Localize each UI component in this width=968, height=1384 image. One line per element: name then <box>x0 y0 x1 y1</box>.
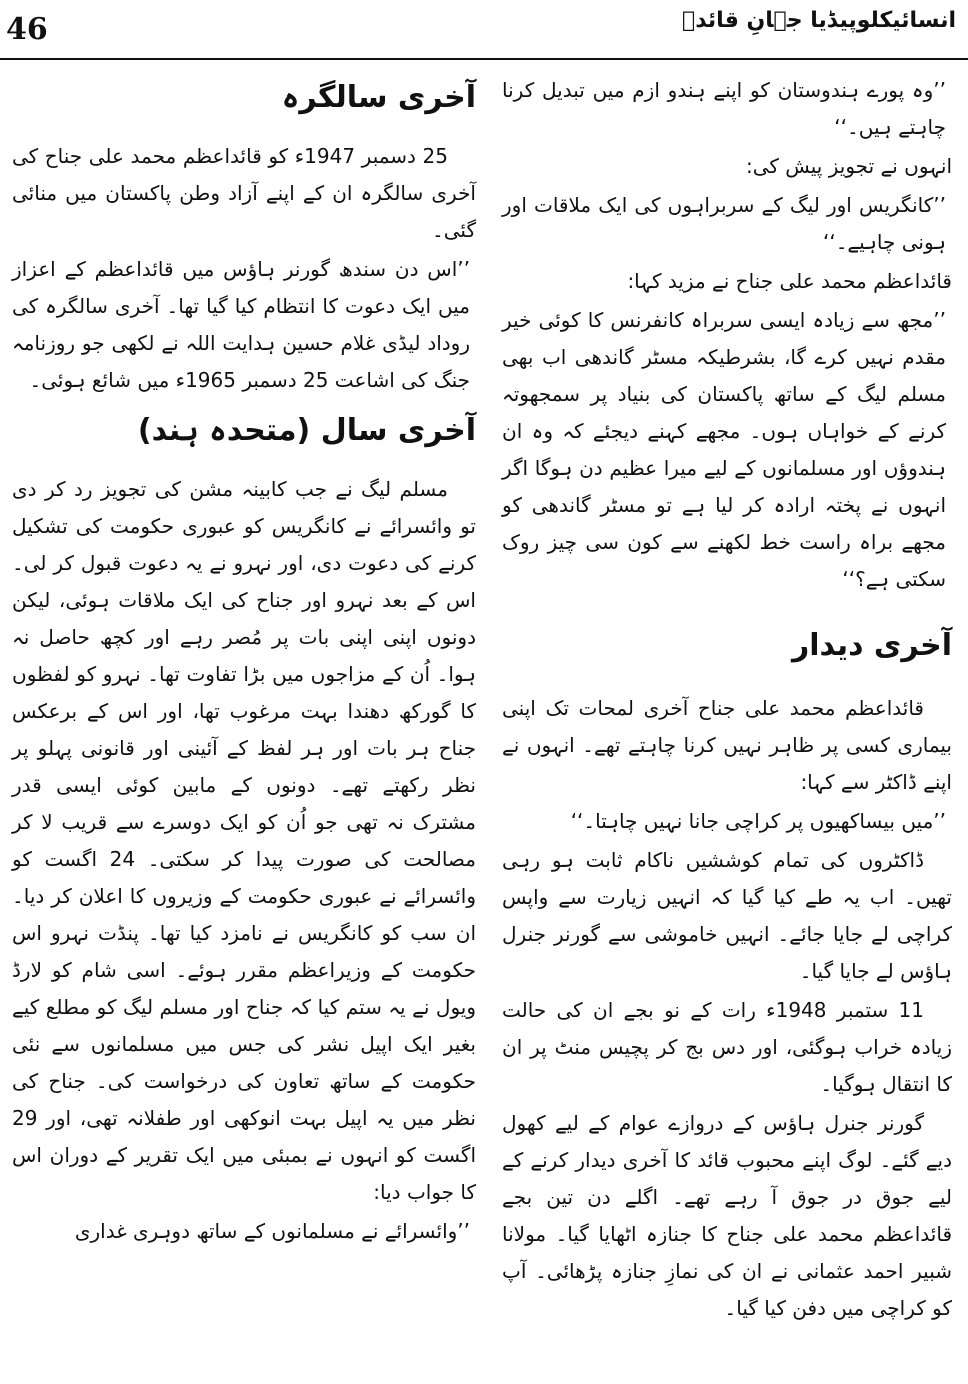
quote-paragraph: ’’اس دن سندھ گورنر ہاؤس میں قائداعظم کے اعزاز میں ایک دعوت کا انتظام کیا گیا تھا۔ آخری سالگرہ کی روداد لیڈی غلام حسین ہدایت اللہ نے لکھی جو روزنامہ جنگ کی اشاعت 25 دسمبر 1965ء میں شائع ہوئی۔ <box>12 257 470 392</box>
paragraph: انہوں نے تجویز پیش کی: <box>745 154 952 178</box>
paragraph: قائداعظم محمد علی جناح آخری لمحات تک اپنی بیماری کسی پر ظاہر نہیں کرنا چاہتے تھے۔ انہوں نے اپنے ڈاکٹر سے کہا: <box>502 696 952 794</box>
left-column <box>12 72 476 1252</box>
paragraph: مسلم لیگ نے جب کابینہ مشن کی تجویز رد کر دی تو وائسرائے نے کانگریس کو عبوری حکومت کی تشکیل کرنے کی دعوت دی، اور نہرو نے یہ دعوت قبول کر لی۔ اس کے بعد نہرو اور جناح کی ایک ملاقات ہوئی، لیکن دونوں اپنی اپنی بات پر مُصر رہے اور کچھ حاصل نہ ہوا۔ اُن کے مزاجوں میں بڑا تفاوت تھا۔ نہرو کو لفظوں کا گورکھ دھندا بہت مرغوب تھا، اور اس کے برعکس جناح ہر بات اور ہر لفظ کے آئینی اور قانونی پہلو پر نظر رکھتے تھے۔ دونوں کے مابین کوئی ایسی قدر مشترک نہ تھی جو اُن کو ایک دوسرے سے قریب لا کر مصالحت کی صورت پیدا کر سکتی۔ 24 اگست کو وائسرائے نے عبوری حکومت کے وزیروں کا اعلان کر دیا۔ ان سب کو کانگریس نے نامزد کیا تھا۔ پنڈت نہرو اس حکومت کے وزیراعظم مقرر ہوئے۔ اسی شام کو لارڈ ویول نے یہ ستم کیا کہ جناح اور مسلم لیگ کو مطلع کیے بغیر ایک اپیل نشر کی جس میں مسلمانوں سے نئی حکومت کے ساتھ تعاون کی درخواست کی۔ جناح کی نظر میں یہ اپیل بہت انوکھی اور طفلانہ تھی، اور 29 اگست کو انہوں نے بمبئی میں ایک تقریر کے دوران اس کا جواب دیا: <box>12 477 476 1204</box>
paragraph: قائداعظم محمد علی جناح نے مزید کہا: <box>627 269 952 293</box>
section-heading-last-glimpse: آخری دیدار <box>791 628 952 663</box>
quote-paragraph: ’’وائسرائے نے مسلمانوں کے ساتھ دوہری غداری <box>74 1219 470 1243</box>
quote-paragraph: ’’مجھ سے زیادہ ایسی سربراہ کانفرنس کا کوئی خیر مقدم نہیں کرے گا، بشرطیکہ مسٹر گاندھی اب بھی مسلم لیگ کے ساتھ پاکستان کی بنیاد پر سمجھوتہ کرنے کے خواہاں ہوں۔ مجھے کہنے دیجئے کہ وہ ان ہندوؤں اور مسلمانوں کے لیے میرا عظیم دن ہوگا اگر انہوں نے پختہ ارادہ کر لیا ہے تو مسٹر گاندھی کو مجھے براہ راست خط لکھنے سے کون سی چیز روک سکتی ہے؟‘‘ <box>502 308 946 591</box>
paragraph: 11 ستمبر 1948ء رات کے نو بجے ان کی حالت زیادہ خراب ہوگئی، اور دس بج کر پچیس منٹ پر ان کا انتقال ہوگیا۔ <box>502 998 952 1096</box>
quote-paragraph: ’’کانگریس اور لیگ کے سربراہوں کی ایک ملاقات اور ہونی چاہیے۔‘‘ <box>502 193 946 254</box>
paragraph: ڈاکٹروں کی تمام کوششیں ناکام ثابت ہو رہی تھیں۔ اب یہ طے کیا گیا کہ انہیں زیارت سے واپس کراچی لے جایا جائے۔ انہیں خاموشی سے گورنر جنرل ہاؤس لے جایا گیا۔ <box>502 848 952 983</box>
paragraph: گورنر جنرل ہاؤس کے دروازے عوام کے لیے کھول دیے گئے۔ لوگ اپنے محبوب قائد کا آخری دیدار کرنے کے لیے جوق در جوق آ رہے تھے۔ اگلے دن تین بجے قائداعظم محمد علی جناح کا جنازہ اٹھایا گیا۔ مولانا شبیر احمد عثمانی نے ان کی نمازِ جنازہ پڑھائی۔ آپ کو کراچی میں دفن کیا گیا۔ <box>502 1111 952 1320</box>
paragraph: 25 دسمبر 1947ء کو قائداعظم محمد علی جناح کی آخری سالگرہ ان کے اپنے آزاد وطن پاکستان میں منائی گئی۔ <box>12 144 476 242</box>
header-rule <box>0 58 968 60</box>
page-number: 46 <box>6 12 48 47</box>
right-column <box>502 72 952 1329</box>
section-heading-last-year: آخری سال (متحدہ ہند) <box>137 413 476 448</box>
running-title: انسائیکلوپیڈیا جہانِ قائدؒ <box>682 8 956 33</box>
quote-paragraph: ’’میں بیساکھیوں پر کراچی جانا نہیں چاہتا۔‘‘ <box>570 809 946 833</box>
quote-paragraph: ’’وہ پورے ہندوستان کو اپنے ہندو ازم میں تبدیل کرنا چاہتے ہیں۔‘‘ <box>502 78 946 139</box>
section-heading-last-birthday: آخری سالگرہ <box>281 80 476 115</box>
